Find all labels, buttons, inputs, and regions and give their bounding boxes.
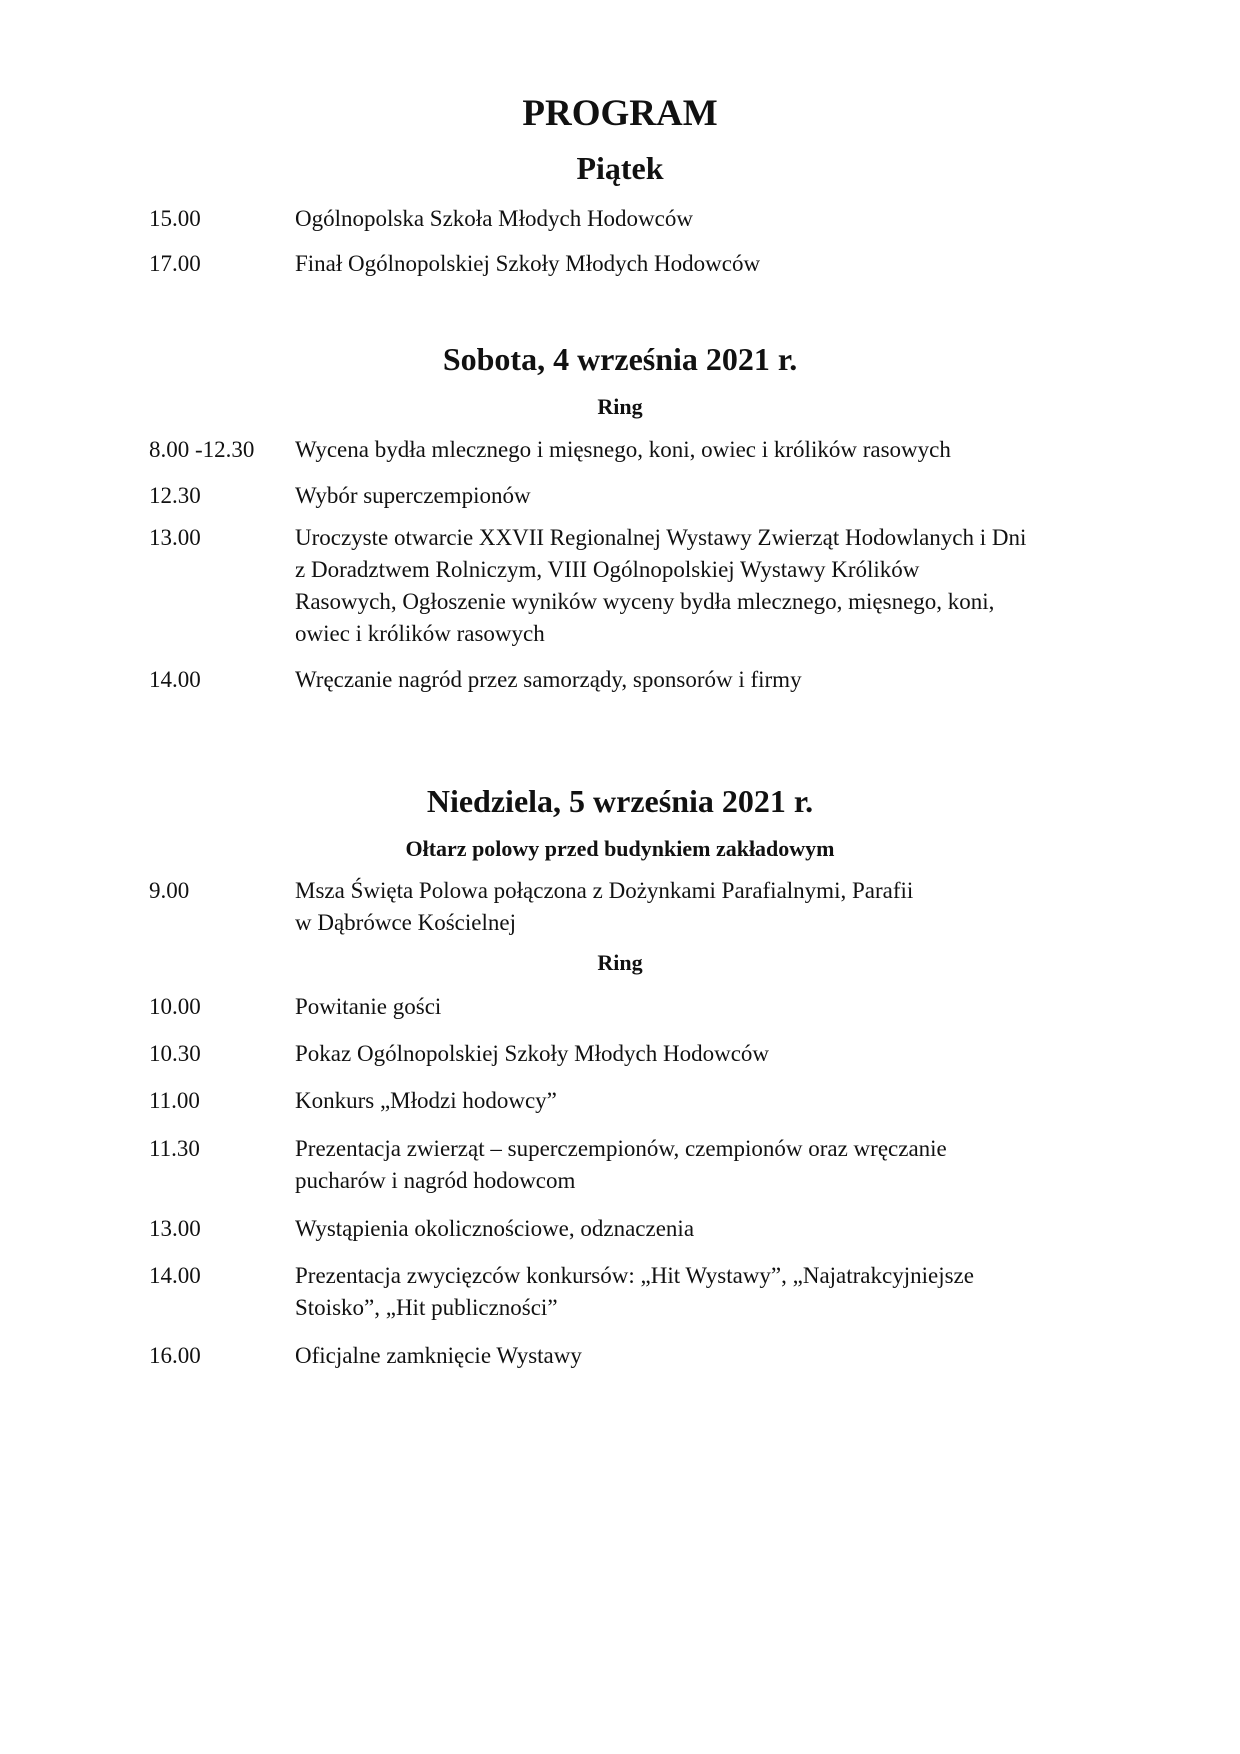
item-time: 14.00 xyxy=(149,667,201,692)
item-description-line: Rasowych, Ogłoszenie wyników wyceny bydła mlecznego, mięsnego, koni, xyxy=(295,589,995,614)
item-time: 14.00 xyxy=(149,1263,201,1288)
day-heading-friday: Piątek xyxy=(576,150,664,186)
item-time: 13.00 xyxy=(149,525,201,550)
item-time: 12.30 xyxy=(149,483,201,508)
item-time: 11.00 xyxy=(149,1088,200,1113)
item-time: 16.00 xyxy=(149,1343,201,1368)
item-description-line: Prezentacja zwycięzców konkursów: „Hit Wystawy”, „Najatrakcyjniejsze xyxy=(295,1263,974,1288)
item-description-line: z Doradztwem Rolniczym, VIII Ogólnopolskiej Wystawy Królików xyxy=(295,557,920,582)
item-description: Wystąpienia okolicznościowe, odznaczenia xyxy=(295,1216,695,1241)
day-heading-saturday: Sobota, 4 września 2021 r. xyxy=(442,341,798,377)
page-title: PROGRAM xyxy=(522,93,718,134)
item-description-line: Msza Święta Polowa połączona z Dożynkami Parafialnymi, Parafii xyxy=(295,878,914,903)
item-description-line: owiec i królików rasowych xyxy=(295,621,545,646)
item-time: 10.30 xyxy=(149,1041,201,1066)
item-description-line: Stoisko”, „Hit publiczności” xyxy=(295,1295,558,1320)
item-time: 13.00 xyxy=(149,1216,201,1241)
section-subheading-ring: Ring xyxy=(597,950,643,975)
section-subheading-altar: Ołtarz polowy przed budynkiem zakładowym xyxy=(405,836,835,861)
item-description: Konkurs „Młodzi hodowcy” xyxy=(295,1088,557,1113)
item-description-line: Uroczyste otwarcie XXVII Regionalnej Wystawy Zwierząt Hodowlanych i Dni xyxy=(295,525,1027,550)
day-heading-sunday: Niedziela, 5 września 2021 r. xyxy=(426,783,814,819)
item-description: Wręczanie nagród przez samorządy, sponsorów i firmy xyxy=(295,667,802,692)
item-description: Pokaz Ogólnopolskiej Szkoły Młodych Hodowców xyxy=(295,1041,770,1066)
item-description: Wycena bydła mlecznego i mięsnego, koni, owiec i królików rasowych xyxy=(295,437,951,462)
section-subheading-ring: Ring xyxy=(597,394,643,419)
item-description-line: pucharów i nagród hodowcom xyxy=(295,1168,576,1193)
item-description: Wybór superczempionów xyxy=(295,483,531,508)
item-description: Powitanie gości xyxy=(295,994,442,1019)
item-description-line: w Dąbrówce Kościelnej xyxy=(295,910,516,935)
item-time: 11.30 xyxy=(149,1136,200,1161)
item-time: 8.00 -12.30 xyxy=(149,437,255,462)
item-time: 17.00 xyxy=(149,251,201,276)
item-description-line: Prezentacja zwierząt – superczempionów, czempionów oraz wręczanie xyxy=(295,1136,947,1161)
item-time: 15.00 xyxy=(149,206,201,231)
item-time: 9.00 xyxy=(149,878,190,903)
item-description: Finał Ogólnopolskiej Szkoły Młodych Hodowców xyxy=(295,251,761,276)
item-description: Oficjalne zamknięcie Wystawy xyxy=(295,1343,582,1368)
item-time: 10.00 xyxy=(149,994,201,1019)
item-description: Ogólnopolska Szkoła Młodych Hodowców xyxy=(295,206,693,231)
